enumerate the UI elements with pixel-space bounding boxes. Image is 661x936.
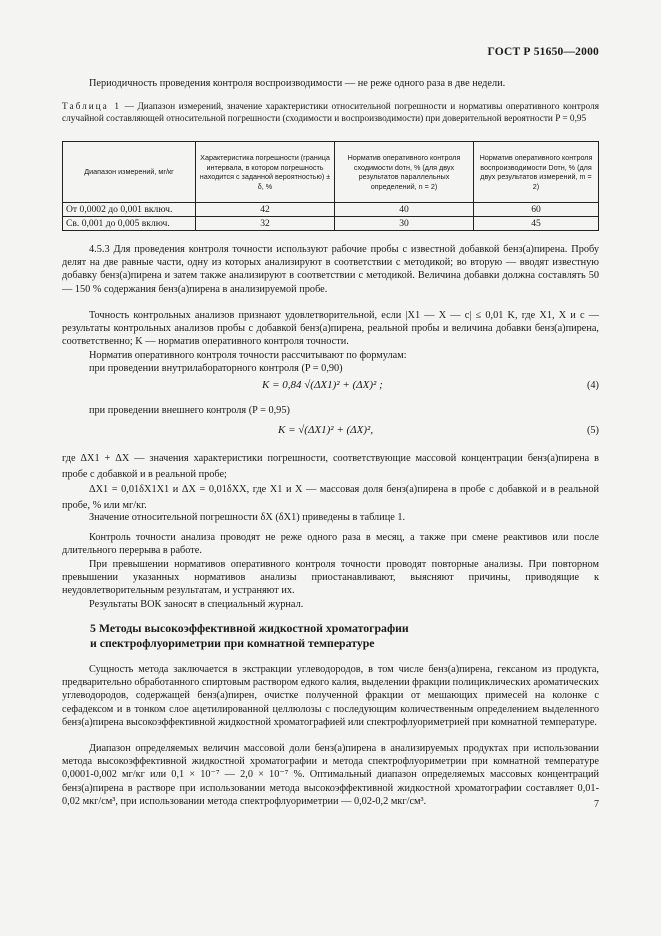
formula-5: K = √(ΔX1)² + (ΔX)²,: [278, 424, 374, 436]
table-cell: 32: [196, 217, 335, 231]
control-paragraph: Контроль точности анализа проводят не реже одного раза в месяц, а также при смене реактивов или после длительного перерыва в работе.: [62, 532, 599, 557]
table-caption: [62, 102, 599, 125]
exceed-paragraph: При превышении нормативов оперативного контроля точности проводят повторные анализы. При повторном превышении указанных нормативов анализы приостанавливают, выясняют причины, приводящие к неудовлетворительным результатам, и устраняют их.: [62, 559, 599, 597]
section-5-heading: [90, 621, 590, 651]
range-paragraph: Диапазон определяемых величин массовой доли бенз(а)пирена в анализируемых продуктах при использовании метода высокоэффективной жидкостной хроматографии и метода спектрофлуориметрии при комнатной температуре 0,0001-0,002 мг/кг или 0,1 × 10⁻⁷ — 2,0 × 10⁻⁷ %. Оптимальный диапазон определяемых массовых концентраций бенз(а)пирена в растворе при использовании метода высокоэффективной жидкостной хроматографии составляет 0,01-0,02 мкг/см³, при использовании метода спектрофлуориметрии — 0,02-0,2 мкг/см³.: [62, 743, 599, 807]
norm-paragraph: Норматив оперативного контроля точности рассчитывают по формулам:: [89, 350, 407, 361]
table-cell: 45: [474, 217, 599, 231]
internal-control-paragraph: при проведении внутрилабораторного контроля (P = 0,90): [89, 363, 343, 374]
table-header-cell: Характеристика погрешности (граница интервала, в котором погрешность находится с заданной вероятностью) ± δ, %: [196, 142, 335, 203]
section-5-heading-line: 5 Методы высокоэффективной жидкостной хроматографии: [90, 621, 409, 635]
table-cell: 42: [196, 203, 335, 217]
values-paragraph: Значение относительной погрешности δX (δX1) приведены в таблице 1.: [89, 512, 406, 523]
table-cell: От 0,0002 до 0,001 включ.: [63, 203, 196, 217]
paragraph-4-5-3: 4.5.3 Для проведения контроля точности используют рабочие пробы с известной добавкой бенз(а)пирена. Пробу делят на две равные части, одну из которых анализируют в соответствии с методикой; во вторую — вводят известную добавку бенз(а)пирена и затем также анализируют в соответствии с методикой. Величина добавки должна составлять 50 — 150 % содержания бенз(а)пирена в анализируемой пробе.: [62, 244, 599, 295]
table-cell: 40: [335, 203, 474, 217]
results-paragraph: Результаты ВОК заносят в специальный журнал.: [89, 599, 304, 610]
document-header: ГОСТ Р 51650—2000: [487, 46, 599, 58]
table-cell: 30: [335, 217, 474, 231]
delta-paragraph: ΔX1 = 0,01δX1X1 и ΔX = 0,01δXX, где X1 и X — массовая доля бенз(а)пирена в пробе с добавкой и в реальной пробе, % или мг/кг.: [62, 484, 599, 511]
table-cell: Св. 0,001 до 0,005 включ.: [63, 217, 196, 231]
table-header-row: [63, 142, 599, 203]
equation-number-5: (5): [586, 425, 599, 436]
accuracy-paragraph: Точность контрольных анализов признают удовлетворительной, если |X1 — X — c| ≤ 0,01 K, где X1, X и c — результаты контрольных анализов пробы с добавкой бенз(а)пирена, реальной пробы и величина добавки бенз(а)пирена, соответственно; K — норматив оперативного контроля точности.: [62, 310, 599, 348]
table-cell: 60: [474, 203, 599, 217]
intro-paragraph: Периодичность проведения контроля воспроизводимости — не реже одного раза в две недели.: [89, 78, 506, 89]
section-5-heading-line: и спектрофлуориметрии при комнатной температуре: [90, 636, 375, 650]
essence-paragraph: Сущность метода заключается в экстракции углеводородов, в том числе бенз(а)пирена, гексаном из продукта, предварительно обработанного спиртовым раствором едкого калия, выделении фракции полициклических ароматических углеводородов, содержащей бенз(а)пирен, очистке полученной фракции от мешающих примесей на колонке с сефадексом и в тонком слое ацетилированной целлюлозы с последующим количественным определением выделенного бенз(а)пирена высокоэффективной жидкостной хроматографией или спектрофлуориметрией при комнатной температуре.: [62, 664, 600, 728]
formula-4: K = 0,84 √(ΔX1)² + (ΔX)² ;: [262, 379, 383, 391]
page-number: 7: [594, 799, 599, 810]
table-header-cell: Диапазон измерений, мг/кг: [63, 142, 196, 203]
table-header-cell: Норматив оперативного контроля сходимости dотн, % (для двух результатов параллельных определений, n = 2): [335, 142, 474, 203]
table-row: [63, 203, 599, 217]
measurement-table: [62, 141, 599, 231]
external-control-paragraph: при проведении внешнего контроля (P = 0,95): [89, 405, 290, 416]
table-header-cell: Норматив оперативного контроля воспроизводимости Dотн, % (для двух результатов измерений, m = 2): [474, 142, 599, 203]
where-paragraph: где ΔX1 + ΔX — значения характеристики погрешности, соответствующие массовой концентрации бенз(а)пирена в пробе с добавкой и в реальной пробе;: [62, 453, 599, 480]
table-caption-label: Таблица 1: [62, 102, 122, 112]
table-caption-text: — Диапазон измерений, значение характеристики относительной погрешности и нормативы оперативного контроля случайной составляющей относительной погрешности (сходимости и воспроизводимости) при доверительной вероятности P = 0,95: [62, 102, 599, 124]
equation-number-4: (4): [586, 380, 599, 391]
table-row: [63, 217, 599, 231]
